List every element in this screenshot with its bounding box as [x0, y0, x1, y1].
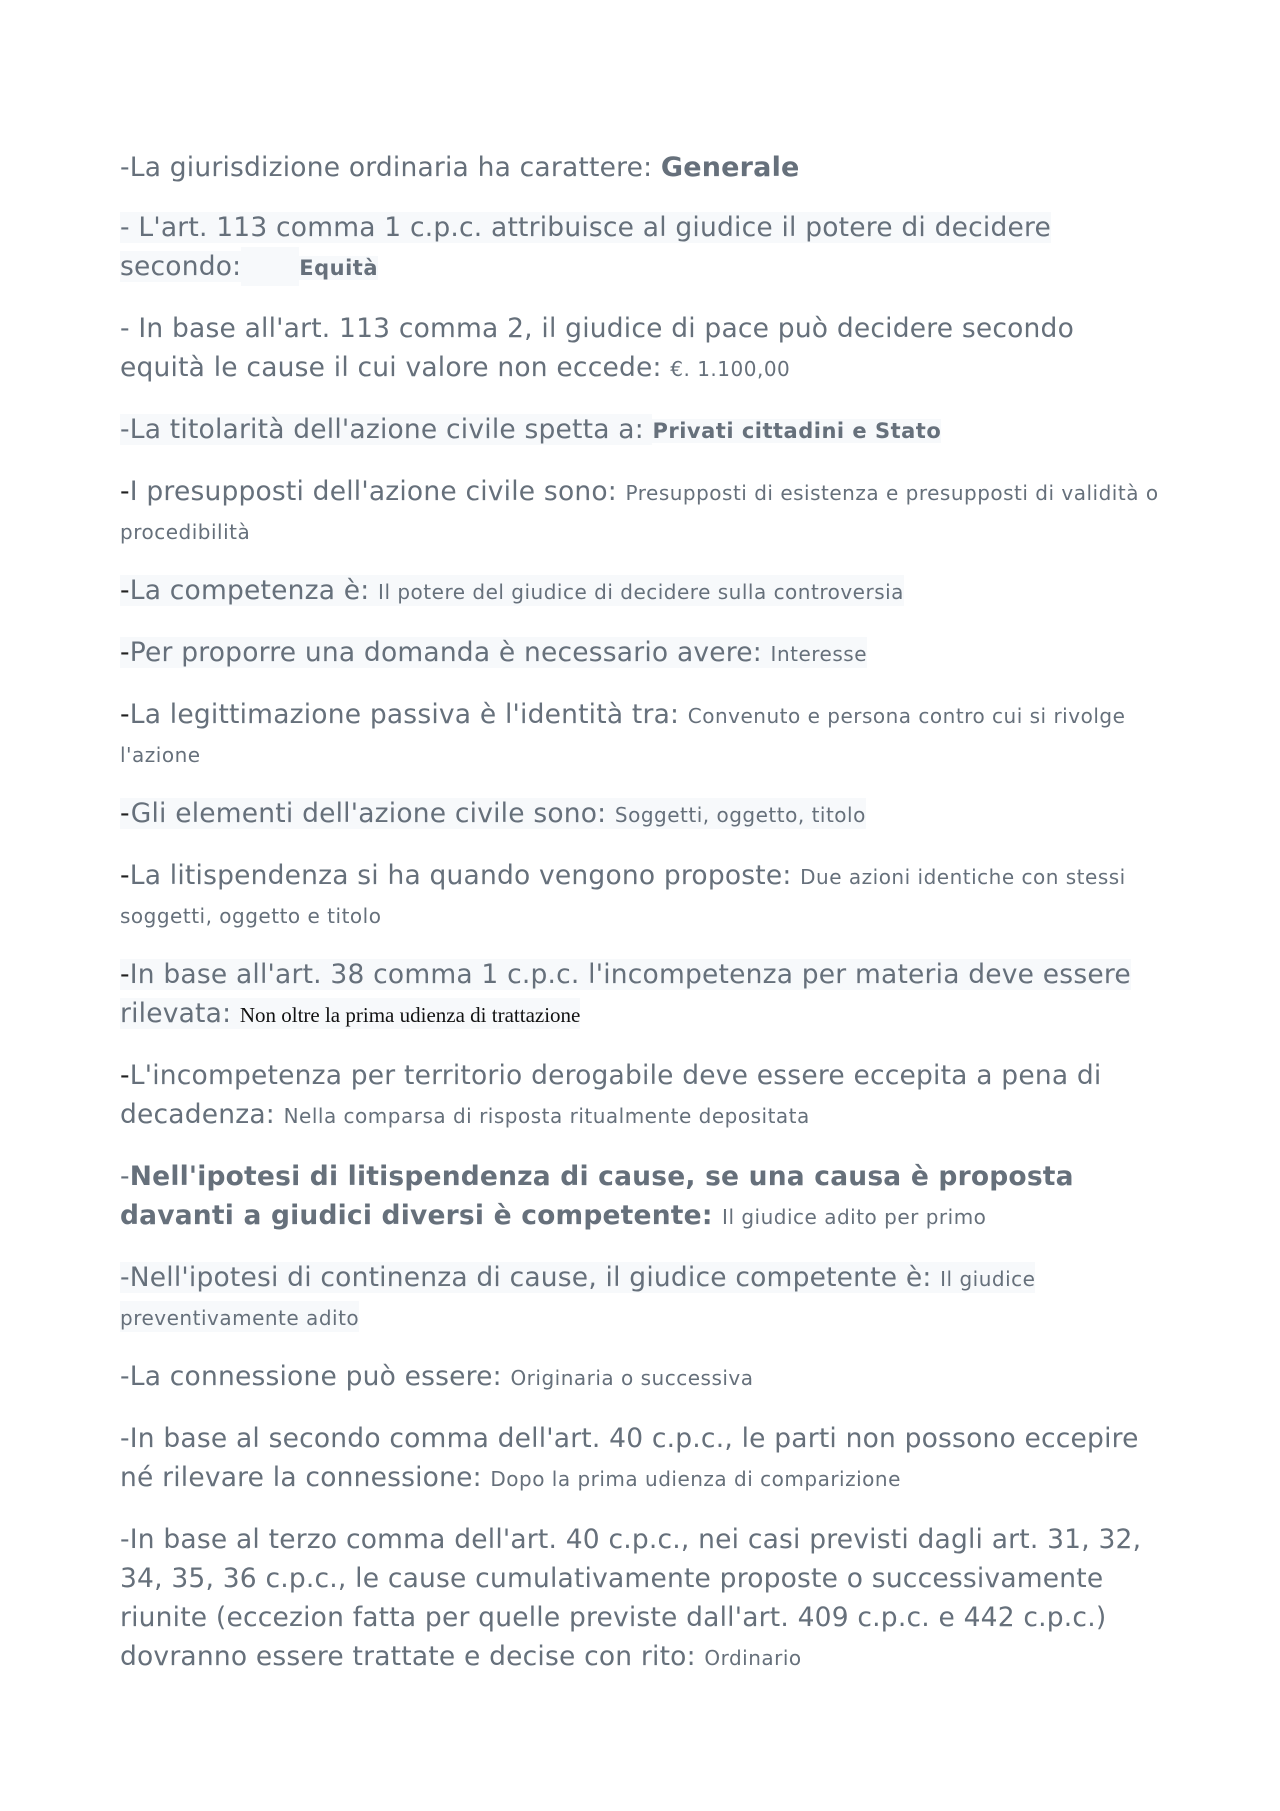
- dash: -: [120, 699, 130, 730]
- qa-item-4: [120, 410, 1160, 451]
- question-text: Nell'ipotesi di litispendenza di cause, se una causa è proposta davanti a giudici diversi è competente:: [120, 1161, 1074, 1231]
- answer-text: Privati cittadini e Stato: [652, 419, 942, 443]
- question-text: In base al secondo comma dell'art. 40 c.p.c., le parti non possono eccepire né rilevare la connessione:: [120, 1423, 1139, 1493]
- dash: -: [120, 476, 130, 507]
- document-body: [120, 148, 1160, 1697]
- question-text: I presupposti dell'azione civile sono:: [129, 476, 626, 507]
- qa-item-6: [120, 571, 1160, 612]
- answer-text: Presupposti di esistenza e presupposti di validità o procedibilità: [120, 481, 1159, 544]
- question-text: In base all'art. 38 comma 1 c.p.c. l'incompetenza per materia deve essere rilevata:: [120, 959, 1131, 1029]
- answer-text: Generale: [660, 152, 800, 183]
- qa-item-15: [120, 1357, 1160, 1398]
- qa-item-1: [120, 148, 1160, 187]
- question-text: L'incompetenza per territorio derogabile deve essere eccepita a pena di decadenza:: [120, 1060, 1102, 1130]
- dash: -: [120, 575, 130, 606]
- qa-item-9: [120, 794, 1160, 835]
- qa-item-14: [120, 1258, 1160, 1336]
- question-text: - In base all'art. 113 comma 2, il giudice di pace può decidere secondo equità le cause il cui valore non eccede:: [120, 313, 1074, 383]
- qa-item-16: [120, 1419, 1160, 1499]
- qa-item-3: [120, 309, 1160, 389]
- answer-text: Dopo la prima udienza di comparizione: [490, 1467, 901, 1491]
- question-text: Per proporre una domanda è necessario avere:: [129, 637, 771, 668]
- dash: -: [120, 860, 130, 891]
- answer-text: €. 1.100,00: [670, 357, 791, 381]
- answer-text: Non oltre la prima udienza di trattazione: [239, 1003, 581, 1027]
- question-text: - L'art. 113 comma 1 c.p.c. attribuisce al giudice il potere di decidere secondo:: [120, 212, 1051, 282]
- qa-item-5: [120, 472, 1160, 550]
- dash: -: [120, 1524, 130, 1555]
- dash: -: [120, 1361, 130, 1392]
- question-text: Nell'ipotesi di continenza di cause, il giudice competente è:: [129, 1262, 941, 1293]
- dash: -: [120, 1060, 130, 1091]
- answer-text: Interesse: [770, 642, 867, 666]
- dash: -: [120, 1423, 130, 1454]
- answer-text: Nella comparsa di risposta ritualmente depositata: [283, 1104, 810, 1128]
- dash: -: [120, 1262, 130, 1293]
- answer-text: Il giudice adito per primo: [722, 1205, 987, 1229]
- answer-text: Soggetti, oggetto, titolo: [614, 803, 866, 827]
- answer-text: Originaria o successiva: [510, 1366, 754, 1390]
- question-text: -La giurisdizione ordinaria ha carattere:: [120, 152, 661, 183]
- qa-item-2: [120, 208, 1160, 288]
- question-text: -La titolarità dell'azione civile spetta a:: [120, 414, 653, 445]
- question-text: Gli elementi dell'azione civile sono:: [130, 798, 615, 829]
- question-text: La litispendenza si ha quando vengono proposte:: [129, 860, 801, 891]
- qa-item-13: [120, 1157, 1160, 1237]
- answer-text: Equità: [299, 256, 379, 280]
- dash: -: [120, 637, 130, 668]
- qa-item-11: [120, 955, 1160, 1035]
- dash: -: [120, 798, 131, 829]
- question-text: La competenza è:: [129, 575, 379, 606]
- qa-item-7: [120, 633, 1160, 674]
- answer-text: Il giudice preventivamente adito: [120, 1267, 1036, 1330]
- qa-item-8: [120, 695, 1160, 773]
- answer-text: Convenuto e persona contro cui si rivolge l'azione: [120, 704, 1126, 767]
- qa-item-17: [120, 1520, 1160, 1676]
- question-text: In base al terzo comma dell'art. 40 c.p.c., nei casi previsti dagli art. 31, 32, 34, 35, 36 c.p.c., le cause cumulativamente proposte o successivamente riunite (eccezion fatta per quelle previste dall'art. 409 c.p.c. e 442 c.p.c.) dovranno essere trattate e decise con rito:: [120, 1524, 1142, 1672]
- answer-text: Ordinario: [704, 1646, 802, 1670]
- answer-text: Il potere del giudice di decidere sulla controversia: [378, 580, 904, 604]
- qa-item-10: [120, 856, 1160, 934]
- dash: -: [120, 959, 130, 990]
- qa-item-12: [120, 1056, 1160, 1136]
- question-text: La connessione può essere:: [129, 1361, 511, 1392]
- answer-text: Due azioni identiche con stessi soggetti, oggetto e titolo: [120, 865, 1126, 928]
- dash: -: [120, 1161, 130, 1192]
- question-text: La legittimazione passiva è l'identità tra:: [129, 699, 688, 730]
